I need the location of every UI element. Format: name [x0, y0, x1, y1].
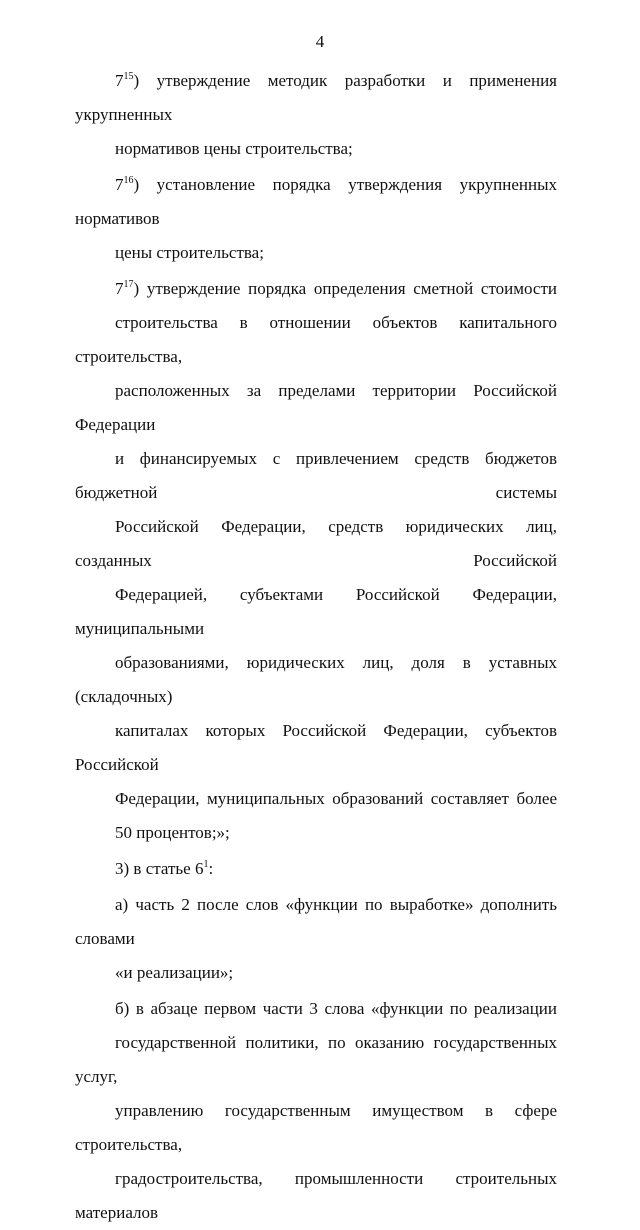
text-line: $7^{16}$) установление порядка утверждения укрупненных нормативов	[75, 175, 557, 228]
superscript: 17	[123, 279, 134, 290]
paragraph-7-17	[75, 272, 557, 850]
text-line: нормативов цены строительства;	[115, 139, 353, 158]
text-line: Российской Федерации, средств юридических лиц, созданных Российской	[75, 517, 557, 570]
text-line: а) часть 2 после слов «функции по выработке» дополнить словами	[75, 895, 557, 948]
paragraph-7-15	[75, 64, 557, 166]
text-line: расположенных за пределами территории Российской Федерации	[75, 381, 557, 434]
document-body	[75, 64, 557, 1230]
superscript: 15	[123, 71, 134, 82]
text-line: $7^{17}$) утверждение порядка определения сметной стоимости	[115, 279, 557, 298]
text-line: градостроительства, промышленности строительных материалов	[75, 1169, 557, 1222]
text-line: управлению государственным имуществом в сфере строительства,	[75, 1101, 557, 1154]
text-line: б) в абзаце первом части 3 слова «функции по реализации	[115, 999, 557, 1018]
text-line: строительства в отношении объектов капитального строительства,	[75, 313, 557, 366]
text-line: цены строительства;	[115, 243, 264, 262]
text-line: и финансируемых с привлечением средств бюджетов бюджетной системы	[75, 449, 557, 502]
text-line: капиталах которых Российской Федерации, субъектов Российской	[75, 721, 557, 774]
text-line: «и реализации»;	[115, 963, 234, 982]
paragraph-item-a	[75, 888, 557, 990]
superscript: 16	[123, 175, 134, 186]
text-line: образованиями, юридических лиц, доля в уставных (складочных)	[75, 653, 557, 706]
paragraph-7-16	[75, 168, 557, 270]
paragraph-article-6-1	[75, 852, 557, 886]
text-line: государственной политики, по оказанию государственных услуг,	[75, 1033, 557, 1086]
superscript: 1	[203, 859, 209, 870]
text-line: $7^{15}$) утверждение методик разработки и применения укрупненных	[75, 71, 557, 124]
page-number: 4	[315, 32, 325, 51]
paragraph-item-b	[75, 992, 557, 1230]
text-line: 3) в статье $6^1$:	[115, 859, 214, 878]
text-line: Федерации, муниципальных образований составляет более	[115, 789, 557, 808]
text-line: Федерацией, субъектами Российской Федерации, муниципальными	[75, 585, 557, 638]
text-line: 50 процентов;»;	[115, 823, 230, 842]
